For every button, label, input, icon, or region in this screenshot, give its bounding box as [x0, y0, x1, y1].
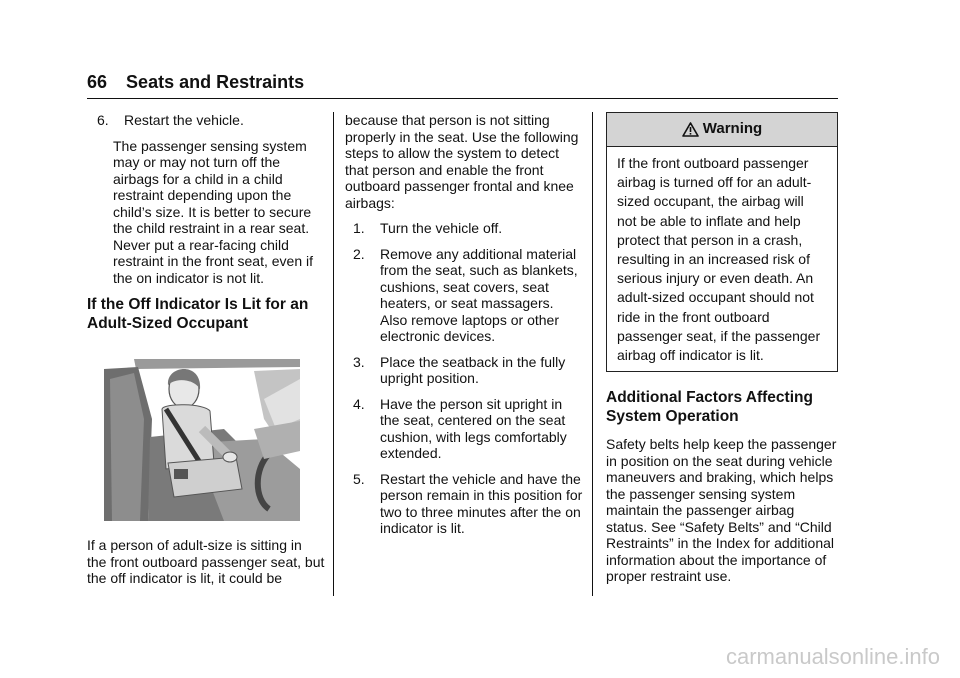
subheading-off-indicator: If the Off Indicator Is Lit for an Adult-Sized Occupant — [87, 296, 309, 332]
warning-header — [607, 113, 837, 147]
warning-triangle-icon — [682, 122, 699, 137]
page-header — [87, 72, 304, 93]
paragraph-safety-belts: Safety belts help keep the passenger in position on the seat during vehicle maneuvers and braking, which helps the passenger sensing system maintain the passenger airbag status. See “Safety Belts” and “Child Restraints” in the Index for additional information about the importance of proper restraint use. — [606, 436, 837, 585]
step-4 — [345, 396, 583, 462]
header-rule — [87, 98, 838, 99]
subheading-additional-factors: Additional Factors Affecting System Operation — [606, 389, 813, 426]
paragraph-adult-size: If a person of adult-size is sitting in the front outboard passenger seat, but the off indicator is lit, it could be — [87, 537, 325, 586]
column-1 — [87, 112, 325, 596]
step-number: 4. — [353, 395, 365, 412]
column-divider-2 — [592, 112, 593, 596]
column-3 — [606, 112, 838, 594]
watermark: carmanualsonline.info — [725, 644, 940, 669]
column-2 — [345, 112, 583, 546]
warning-title: Warning — [702, 120, 763, 138]
adult-occupant-illustration — [104, 359, 300, 521]
step-3 — [345, 354, 583, 387]
step-text: Remove any additional material from the seat, such as blankets, cushions, seat covers, seat heaters, or seat massagers. Also remove laptops or other electronic devices. — [380, 245, 578, 344]
step-2 — [345, 246, 583, 345]
step-number: 5. — [353, 470, 365, 487]
warning-body: If the front outboard passenger airbag is turned off for an adult-sized occupant, the airbag will not be able to inflate and help protect that person in a crash, resulting in an increased risk of serious injury or even death. An adult-sized occupant should not ride in the front outboard passenger seat, if the passenger airbag off indicator is lit. — [617, 155, 821, 364]
step-text: Turn the vehicle off. — [380, 220, 503, 236]
step-text: Restart the vehicle. — [124, 112, 244, 128]
step-6-detail: The passenger sensing system may or may not turn off the airbags for a child in a child restraint depending upon the child’s size. It is better to secure the child restraint in a rear seat. Never put a rear-facing child restraint in the front seat, even if the on indicator is not lit. — [113, 137, 313, 286]
column-divider-1 — [333, 112, 334, 596]
section-title: Seats and Restraints — [126, 72, 305, 92]
step-5 — [345, 471, 583, 537]
step-number: 2. — [353, 245, 365, 262]
paragraph-intro: because that person is not sitting properly in the seat. Use the following steps to allow the system to detect that person and enable the front outboard passenger frontal and knee airbags: — [345, 112, 579, 211]
page-number: 66 — [87, 72, 108, 92]
step-number: 1. — [353, 220, 365, 236]
warning-box — [606, 112, 838, 372]
step-6 — [87, 112, 325, 129]
step-text: Place the seatback in the fully upright position. — [380, 353, 566, 386]
step-number: 6. — [97, 112, 109, 128]
step-number: 3. — [353, 353, 365, 370]
step-text: Have the person sit upright in the seat, centered on the seat cushion, with legs comfortably extended. — [380, 395, 567, 461]
step-text: Restart the vehicle and have the person remain in this position for two to three minutes after the on indicator is lit. — [380, 470, 583, 536]
step-1 — [345, 220, 583, 237]
